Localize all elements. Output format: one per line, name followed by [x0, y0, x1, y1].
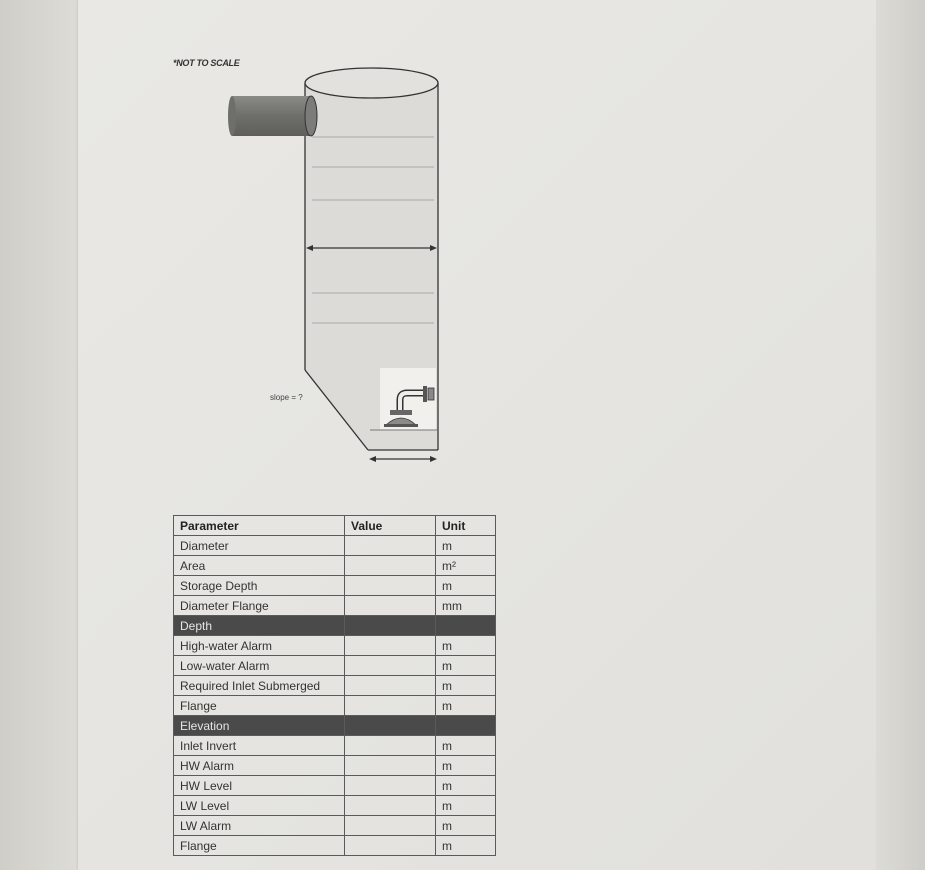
- table-row: [174, 536, 496, 556]
- param-cell: Area: [174, 556, 345, 576]
- section-label: Elevation: [174, 716, 345, 736]
- table-row: [174, 636, 496, 656]
- value-cell[interactable]: [345, 676, 436, 696]
- table-row: [174, 816, 496, 836]
- value-cell[interactable]: [345, 656, 436, 676]
- value-cell[interactable]: [345, 816, 436, 836]
- param-cell: Storage Depth: [174, 576, 345, 596]
- slope-label: slope = ?: [270, 393, 303, 402]
- param-cell: Diameter: [174, 536, 345, 556]
- table-row: [174, 656, 496, 676]
- arrow-head-right: [430, 456, 437, 462]
- unit-cell: m: [436, 656, 496, 676]
- unit-cell: m: [436, 696, 496, 716]
- unit-cell: m: [436, 776, 496, 796]
- header-unit: Unit: [436, 516, 496, 536]
- table-row: [174, 576, 496, 596]
- value-cell[interactable]: [345, 536, 436, 556]
- param-cell: Low-water Alarm: [174, 656, 345, 676]
- not-to-scale-note: *NOT TO SCALE: [173, 58, 240, 68]
- unit-cell: m: [436, 756, 496, 776]
- table-row: [174, 756, 496, 776]
- section-value-cell: [345, 716, 436, 736]
- section-row-elevation: [174, 716, 496, 736]
- inlet-pipe-opening: [305, 96, 317, 136]
- table-row: [174, 796, 496, 816]
- header-value: Value: [345, 516, 436, 536]
- unit-cell: mm: [436, 596, 496, 616]
- value-cell[interactable]: [345, 836, 436, 856]
- value-cell[interactable]: [345, 556, 436, 576]
- value-cell[interactable]: [345, 796, 436, 816]
- unit-cell: m: [436, 816, 496, 836]
- param-cell: Inlet Invert: [174, 736, 345, 756]
- param-cell: High-water Alarm: [174, 636, 345, 656]
- section-value-cell: [345, 616, 436, 636]
- unit-cell: m: [436, 796, 496, 816]
- inlet-pipe: [232, 96, 312, 136]
- param-cell: Diameter Flange: [174, 596, 345, 616]
- table-row: [174, 776, 496, 796]
- param-cell: Flange: [174, 696, 345, 716]
- value-cell[interactable]: [345, 696, 436, 716]
- value-cell[interactable]: [345, 636, 436, 656]
- value-cell[interactable]: [345, 736, 436, 756]
- table-row: [174, 676, 496, 696]
- param-cell: Flange: [174, 836, 345, 856]
- unit-cell: m: [436, 576, 496, 596]
- param-cell: LW Alarm: [174, 816, 345, 836]
- unit-cell: m: [436, 676, 496, 696]
- unit-cell: m: [436, 836, 496, 856]
- value-cell[interactable]: [345, 596, 436, 616]
- table-row: [174, 736, 496, 756]
- value-cell[interactable]: [345, 576, 436, 596]
- table-row: [174, 836, 496, 856]
- tank-top-opening: [305, 68, 438, 98]
- section-unit-cell: [436, 716, 496, 736]
- param-cell: Required Inlet Submerged: [174, 676, 345, 696]
- value-cell[interactable]: [345, 756, 436, 776]
- table-row: [174, 556, 496, 576]
- unit-cell: m: [436, 636, 496, 656]
- value-cell[interactable]: [345, 776, 436, 796]
- inlet-pipe-left-end: [228, 96, 236, 136]
- arrow-head-left: [369, 456, 376, 462]
- unit-cell: m²: [436, 556, 496, 576]
- param-cell: HW Alarm: [174, 756, 345, 776]
- section-row-depth: [174, 616, 496, 636]
- unit-cell: m: [436, 736, 496, 756]
- header-parameter: Parameter: [174, 516, 345, 536]
- section-label: Depth: [174, 616, 345, 636]
- table-row: [174, 696, 496, 716]
- parameter-table: [173, 515, 496, 856]
- unit-cell: m: [436, 536, 496, 556]
- section-unit-cell: [436, 616, 496, 636]
- param-cell: HW Level: [174, 776, 345, 796]
- param-cell: LW Level: [174, 796, 345, 816]
- table-header-row: [174, 516, 496, 536]
- table-row: [174, 596, 496, 616]
